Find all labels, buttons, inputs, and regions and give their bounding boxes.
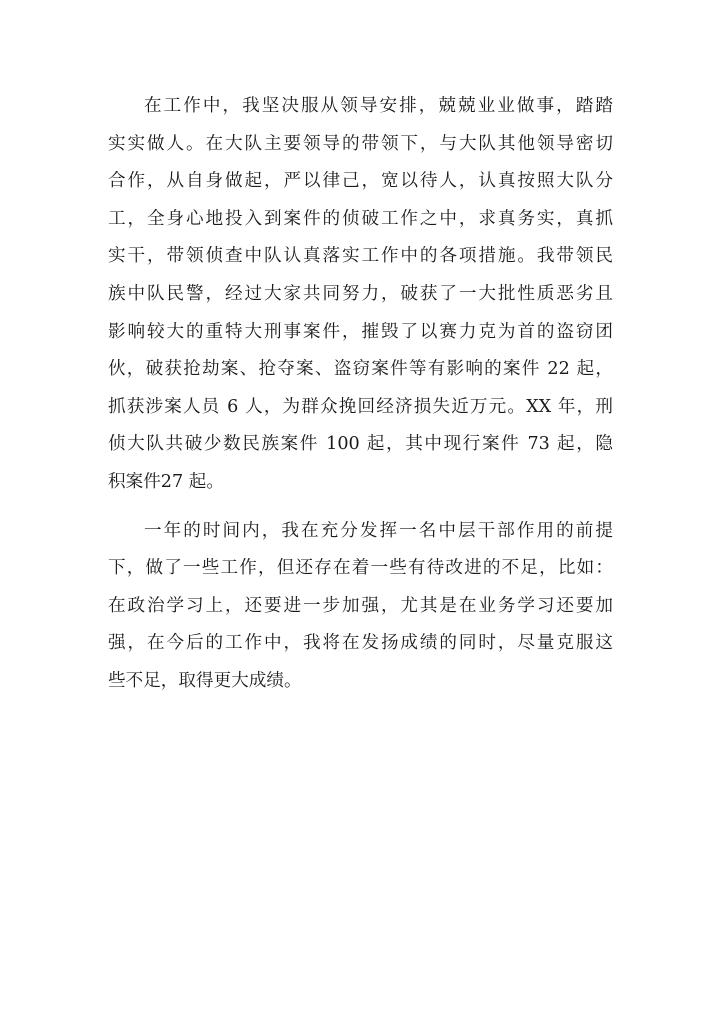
paragraph-line: 工，全身心地投入到案件的侦破工作之中，求真务实，真抓	[108, 208, 613, 229]
paragraph-line: 伙，破获抢劫案、抢夺案、盗窃案件等有影响的案件 22 起，	[108, 359, 613, 380]
paragraph-line: 影响较大的重特大刑事案件，摧毁了以赛力克为首的盗窃团	[108, 321, 613, 342]
paragraph-line: 抓获涉案人员 6 人，为群众挽回经济损失近万元。XX 年，刑	[108, 396, 613, 417]
paragraph-line: 侦大队共破少数民族案件 100 起，其中现行案件 73 起，隐	[108, 434, 613, 455]
paragraph-line: 实干，带领侦查中队认真落实工作中的各项措施。我带领民	[108, 246, 613, 267]
paragraph-line: 族中队民警，经过大家共同努力，破获了一大批性质恶劣且	[108, 283, 613, 304]
paragraph-line: 一年的时间内，我在充分发挥一名中层干部作用的前提	[144, 520, 613, 541]
paragraph-line: 强，在今后的工作中，我将在发扬成绩的同时，尽量克服这	[108, 633, 613, 654]
paragraph-spacer	[108, 502, 613, 513]
paragraph-line: 下，做了一些工作，但还存在着一些有待改进的不足，比如：	[108, 558, 613, 579]
paragraph-line: 在政治学习上，还要进一步加强，尤其是在业务学习还要加	[108, 595, 613, 616]
paragraph-line: 在工作中，我坚决服从领导安排，兢兢业业做事，踏踏	[144, 96, 613, 116]
paragraph-1	[108, 88, 613, 502]
paragraph-2	[108, 513, 613, 701]
paragraph-line: 积案件27 起。	[108, 471, 224, 492]
paragraph-line: 实实做人。在大队主要领导的带领下，与大队其他领导密切	[108, 133, 613, 154]
paragraph-line: 些不足，取得更大成绩。	[108, 670, 302, 691]
document-body	[108, 88, 613, 701]
paragraph-line: 合作，从自身做起，严以律己，宽以待人，认真按照大队分	[108, 171, 613, 192]
